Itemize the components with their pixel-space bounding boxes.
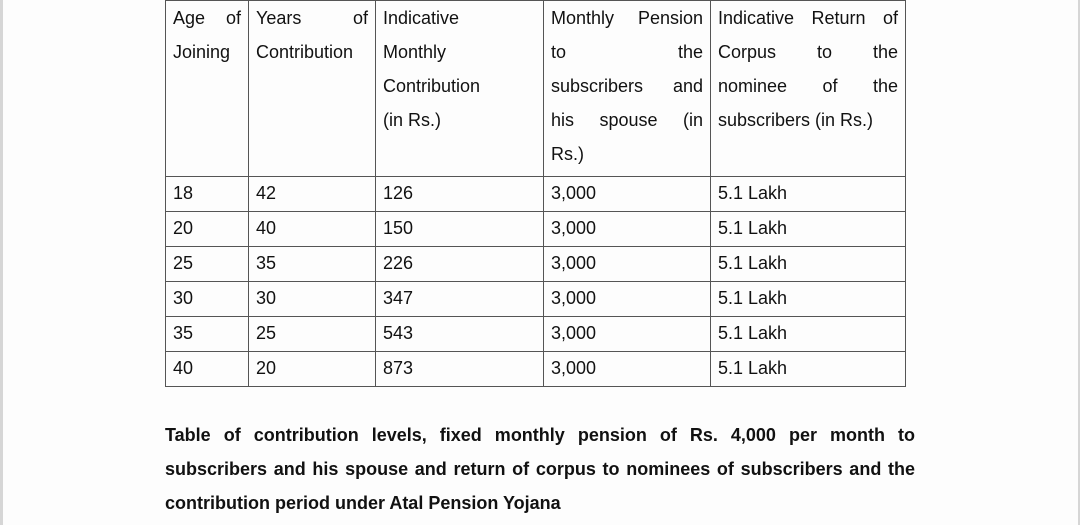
table-row [166,247,906,282]
cell-corpus: 5.1 Lakh [711,247,906,282]
cell-years: 25 [249,317,376,352]
cell-age: 40 [166,352,249,387]
cell-corpus: 5.1 Lakh [711,352,906,387]
header-line: subscribers and [551,76,703,96]
table-row [166,212,906,247]
cell-years: 40 [249,212,376,247]
cell-contribution: 873 [376,352,544,387]
header-line: Monthly [383,42,447,62]
cell-age: 18 [166,177,249,212]
header-line: Contribution [256,42,354,62]
cell-years: 35 [249,247,376,282]
header-monthly-pension [544,1,711,177]
header-line: Corpus to the [718,42,898,62]
cell-pension: 3,000 [544,352,711,387]
header-line: Monthly Pension [551,8,703,28]
cell-pension: 3,000 [544,212,711,247]
header-line: subscribers (in Rs.) [718,110,874,130]
cell-contribution: 150 [376,212,544,247]
cell-age: 20 [166,212,249,247]
cell-corpus: 5.1 Lakh [711,177,906,212]
cell-years: 20 [249,352,376,387]
table-row [166,317,906,352]
cell-corpus: 5.1 Lakh [711,212,906,247]
table-caption: Table of contribution levels, fixed monthly pension of Rs. 4,000 per month to subscribers and his spouse and return of corpus to nominees of subscribers and the contribution period under Atal Pension Yojana [165,425,915,513]
header-line: to the [551,42,703,62]
header-return-of-corpus [711,1,906,177]
cell-age: 35 [166,317,249,352]
header-line: Contribution [383,76,481,96]
cell-pension: 3,000 [544,247,711,282]
cell-pension: 3,000 [544,317,711,352]
header-age-of-joining [166,1,249,177]
header-line: nominee of the [718,76,898,96]
cell-corpus: 5.1 Lakh [711,317,906,352]
header-line: Indicative Return of [718,8,898,28]
cell-contribution: 347 [376,282,544,317]
cell-contribution: 126 [376,177,544,212]
table-header-row [166,1,906,177]
header-line: Indicative [383,8,460,28]
header-years-of-contribution [249,1,376,177]
header-line: Age of [173,8,241,28]
cell-age: 25 [166,247,249,282]
header-line: Years of [256,8,368,28]
table-row [166,177,906,212]
page-edge-left [0,0,3,525]
cell-contribution: 226 [376,247,544,282]
table-row [166,352,906,387]
table-row [166,282,906,317]
cell-pension: 3,000 [544,282,711,317]
header-line: (in Rs.) [383,110,441,130]
cell-contribution: 543 [376,317,544,352]
cell-corpus: 5.1 Lakh [711,282,906,317]
header-monthly-contribution [376,1,544,177]
pension-table [165,0,906,387]
cell-years: 42 [249,177,376,212]
header-line: his spouse (in [551,110,703,130]
header-line: Rs.) [551,144,584,164]
cell-pension: 3,000 [544,177,711,212]
cell-years: 30 [249,282,376,317]
cell-age: 30 [166,282,249,317]
header-line: Joining [173,42,231,62]
